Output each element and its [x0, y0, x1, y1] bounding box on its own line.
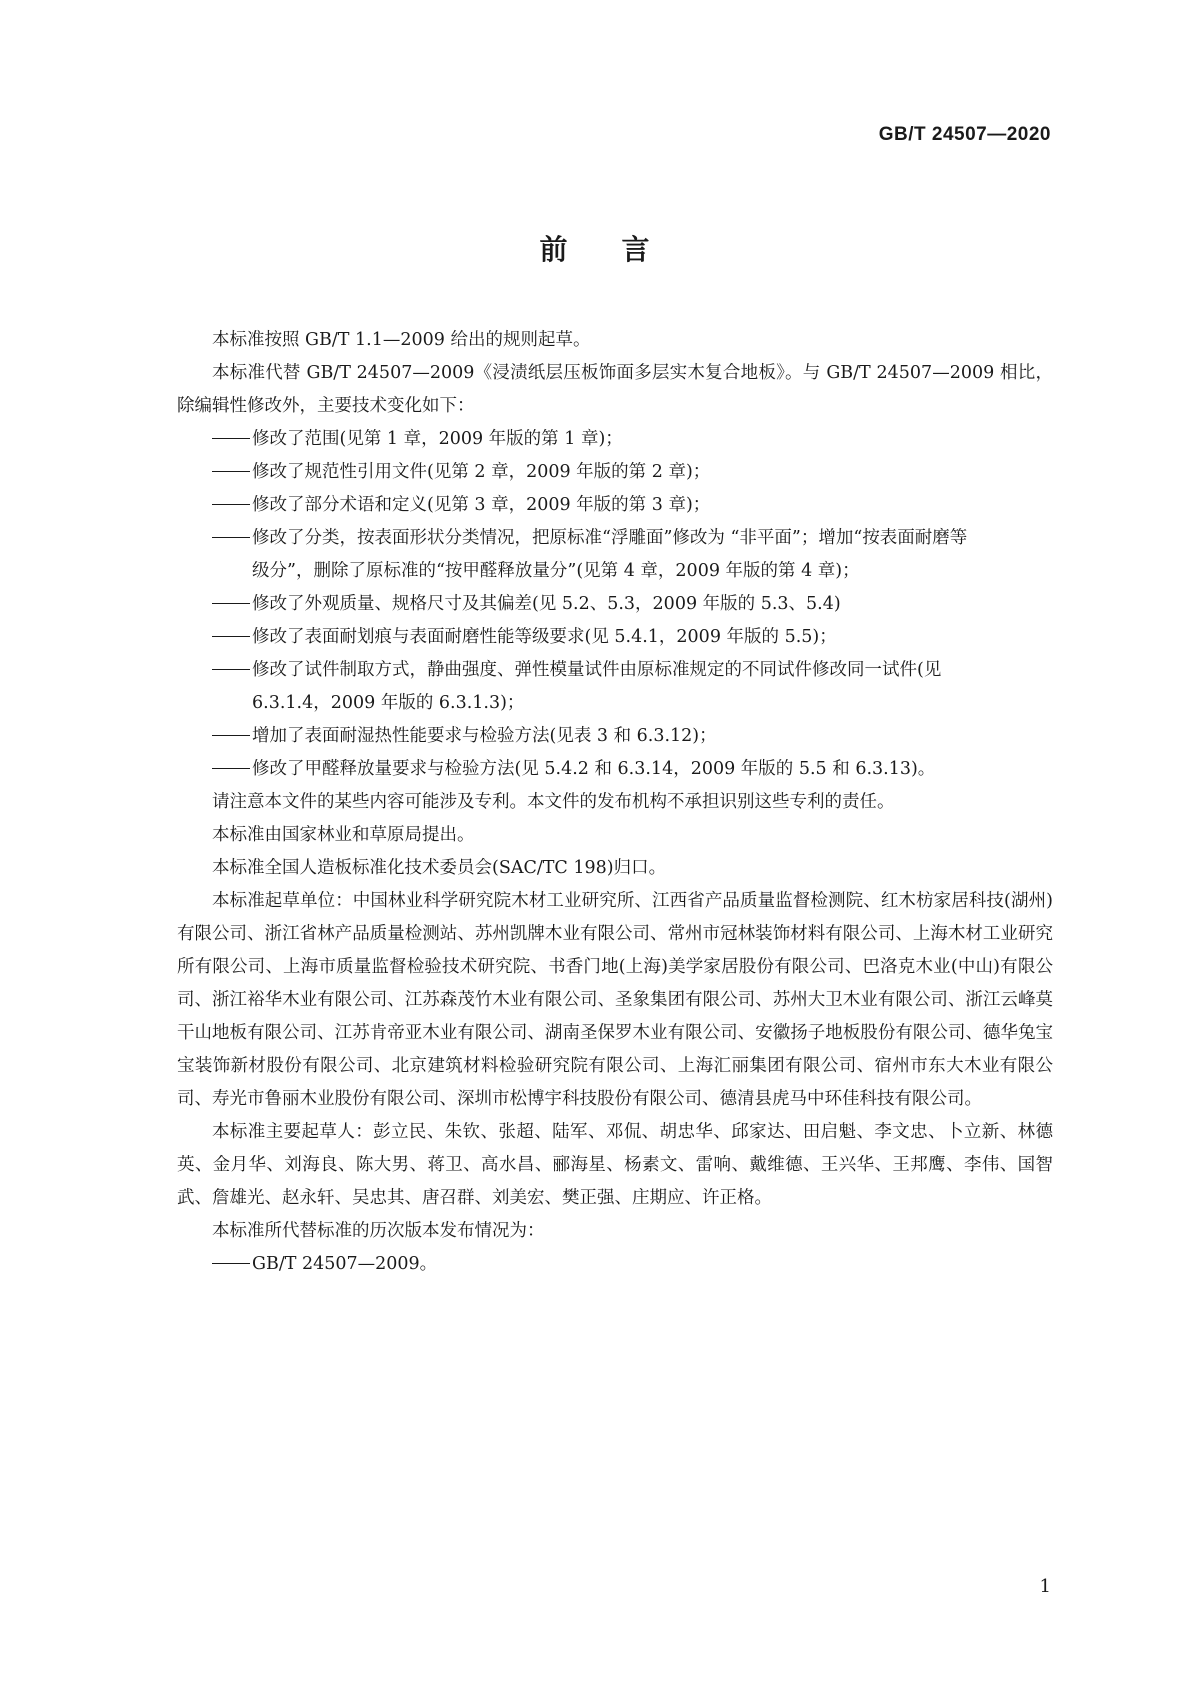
list-item-text: 修改了分类，按表面形状分类情况，把原标准“浮雕面”修改为 “非平面”；增加“按表面耐磨等 [252, 528, 968, 548]
list-item [177, 654, 1053, 720]
dash-mark [212, 438, 250, 439]
list-item-continuation: 6.3.1.4，2009 年版的 6.3.1.3)； [252, 693, 525, 713]
list-item [177, 753, 1053, 786]
paragraph-drafters: 本标准主要起草人：彭立民、朱钦、张超、陆军、邓侃、胡忠华、邱家达、田启魁、李文忠、卜立新、林德英、金月华、刘海良、陈大男、蒋卫、高水昌、郦海星、杨素文、雷响、戴维德、王兴华、王邦鹰、李伟、国智武、詹雄光、赵永轩、吴忠其、唐召群、刘美宏、樊正强、庄期应、许正格。 [177, 1122, 1053, 1208]
list-item-text: 修改了外观质量、规格尺寸及其偏差(见 5.2、5.3，2009 年版的 5.3、5.4) [252, 594, 841, 614]
list-item [177, 489, 1053, 522]
list-item [177, 720, 1053, 753]
list-item [177, 588, 1053, 621]
list-item-text: 修改了试件制取方式，静曲强度、弹性模量试件由原标准规定的不同试件修改同一试件(见 [252, 660, 942, 680]
list-item-continuation: 级分”，删除了原标准的“按甲醛释放量分”(见第 4 章，2009 年版的第 4 章)； [252, 561, 860, 581]
page-title [0, 228, 1191, 268]
dash-mark [212, 669, 250, 670]
page-number: 1 [1039, 1576, 1051, 1597]
paragraph-history: 本标准所代替标准的历次版本发布情况为： [212, 1221, 545, 1241]
document-body [177, 324, 1053, 1281]
list-item-text: 修改了甲醛释放量要求与检验方法(见 5.4.2 和 6.3.14，2009 年版的 5.5 和 6.3.13)。 [252, 759, 936, 779]
paragraph-drafting-rules: 本标准按照 GB/T 1.1—2009 给出的规则起草。 [212, 330, 591, 350]
list-item-text: 增加了表面耐湿热性能要求与检验方法(见表 3 和 6.3.12)； [252, 726, 717, 746]
history-item [177, 1248, 1053, 1281]
list-item [177, 522, 1053, 588]
dash-mark [212, 768, 250, 769]
title-char-1: 前 [539, 233, 570, 266]
list-item-text: 修改了规范性引用文件(见第 2 章，2009 年版的第 2 章)； [252, 462, 711, 482]
dash-mark [212, 471, 250, 472]
dash-mark [212, 504, 250, 505]
history-item-text: GB/T 24507—2009。 [252, 1254, 438, 1274]
list-item [177, 456, 1053, 489]
list-item-text: 修改了部分术语和定义(见第 3 章，2009 年版的第 3 章)； [252, 495, 711, 515]
list-item-text: 修改了表面耐划痕与表面耐磨性能等级要求(见 5.4.1，2009 年版的 5.5)； [252, 627, 837, 647]
dash-mark [212, 1263, 250, 1264]
standard-number: GB/T 24507—2020 [878, 124, 1051, 145]
paragraph-proposed-by: 本标准由国家林业和草原局提出。 [212, 825, 475, 845]
dash-mark [212, 636, 250, 637]
list-item [177, 621, 1053, 654]
dash-mark [212, 735, 250, 736]
dash-mark [212, 537, 250, 538]
title-char-2: 言 [621, 233, 652, 266]
list-item [177, 423, 1053, 456]
paragraph-drafting-units: 本标准起草单位：中国林业科学研究院木材工业研究所、江西省产品质量监督检测院、红木枋家居科技(湖州)有限公司、浙江省林产品质量检测站、苏州凯牌木业有限公司、常州市冠林装饰材料有限公司、上海木材工业研究所有限公司、上海市质量监督检验技术研究院、书香门地(上海)美学家居股份有限公司、巴洛克木业(中山)有限公司、浙江裕华木业有限公司、江苏森茂竹木业有限公司、圣象集团有限公司、苏州大卫木业有限公司、浙江云峰莫干山地板有限公司、江苏肯帝亚木业有限公司、湖南圣保罗木业有限公司、安徽扬子地板股份有限公司、德华兔宝宝装饰新材股份有限公司、北京建筑材料检验研究院有限公司、上海汇丽集团有限公司、宿州市东大木业有限公司、寿光市鲁丽木业股份有限公司、深圳市松博宇科技股份有限公司、德清县虎马中环佳科技有限公司。 [177, 891, 1053, 1109]
dash-mark [212, 603, 250, 604]
paragraph-patent-notice: 请注意本文件的某些内容可能涉及专利。本文件的发布机构不承担识别这些专利的责任。 [212, 792, 895, 812]
changes-list [177, 423, 1053, 786]
paragraph-under-jurisdiction: 本标准全国人造板标准化技术委员会(SAC/TC 198)归口。 [212, 858, 667, 878]
paragraph-replaces: 本标准代替 GB/T 24507—2009《浸渍纸层压板饰面多层实木复合地板》。与 GB/T 24507—2009 相比，除编辑性修改外，主要技术变化如下： [177, 363, 1053, 416]
list-item-text: 修改了范围(见第 1 章，2009 年版的第 1 章)； [252, 429, 623, 449]
